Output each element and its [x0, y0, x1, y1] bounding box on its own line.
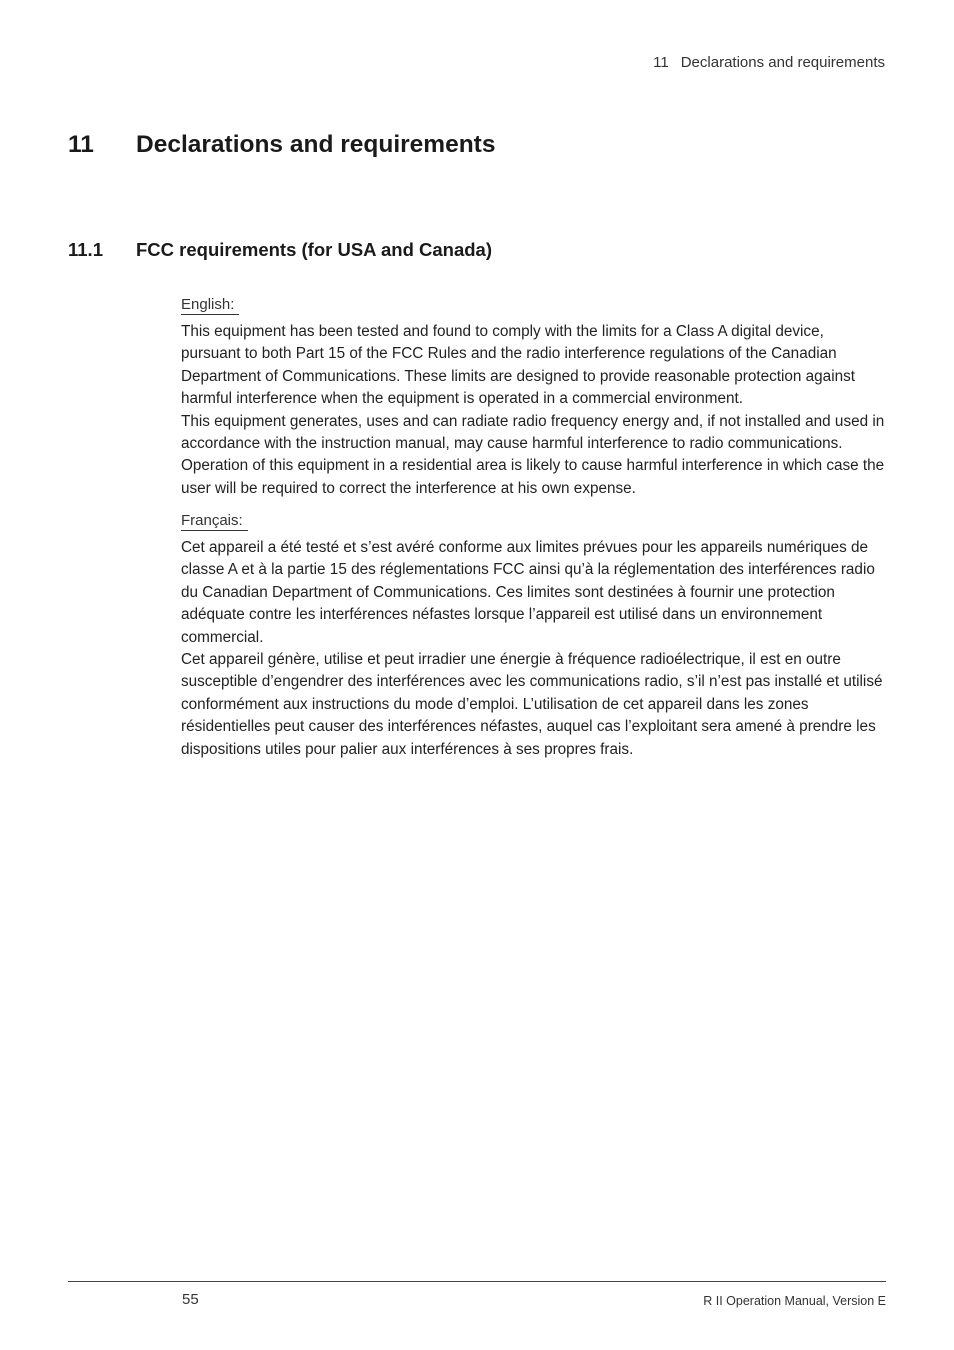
chapter-title: Declarations and requirements: [136, 131, 496, 158]
french-label-container: [181, 512, 248, 531]
french-body: [181, 537, 887, 761]
section-title: FCC requirements (for USA and Canada): [136, 239, 492, 260]
english-label-container: [181, 296, 239, 315]
section-number: 11.1: [68, 239, 103, 260]
running-header-chapter-title: Declarations and requirements: [680, 54, 885, 71]
chapter-number: 11: [68, 131, 94, 158]
running-header-chapter-number: 11: [653, 54, 669, 71]
document-name: R II Operation Manual, Version E: [703, 1294, 886, 1308]
footer-divider: [68, 1281, 886, 1282]
section-heading: [68, 239, 492, 261]
english-paragraph-2: This equipment generates, uses and can radiate radio frequency energy and, if not installed and used in accordance with the instruction manual, may cause harmful interference to radio communications. Operation of this equipment in a residential area is likely to cause harmful interference in which case the user will be required to correct the interference at his own expense.: [181, 412, 885, 497]
english-paragraph-1: This equipment has been tested and found to comply with the limits for a Class A digital device, pursuant to both Part 15 of the FCC Rules and the radio interference regulations of the Canadian Department of Communications. These limits are designed to provide reasonable protection against harmful interference when the equipment is operated in a commercial environment.: [181, 323, 855, 408]
english-label: English:: [181, 296, 239, 315]
french-paragraph-2: Cet appareil génère, utilise et peut irradier une énergie à fréquence radioélectrique, il est en outre susceptible d’engendrer des interférences avec les communications radio, s’il n’est pas installé et utilisé conformément aux instructions du mode d’emploi. L’utilisation de cet appareil dans les zones résidentielles peut causer des interférences néfastes, auquel cas l’exploitant sera amené à prendre les dispositions utiles pour palier aux interférences à ses propres frais.: [181, 651, 883, 758]
english-body: [181, 321, 887, 500]
french-label: Français:: [181, 512, 248, 531]
chapter-heading: [68, 131, 495, 159]
page-number: 55: [182, 1291, 199, 1308]
french-paragraph-1: Cet appareil a été testé et s’est avéré conforme aux limites prévues pour les appareils numériques de classe A et à la partie 15 des réglementations FCC ainsi qu’à la réglementation des interférences radio du Canadian Department of Communications. Ces limites sont destinées à fournir une protection adéquate contre les interférences néfastes lorsque l’appareil est utilisé dans un environnement commercial.: [181, 539, 875, 646]
running-header: [653, 54, 885, 71]
